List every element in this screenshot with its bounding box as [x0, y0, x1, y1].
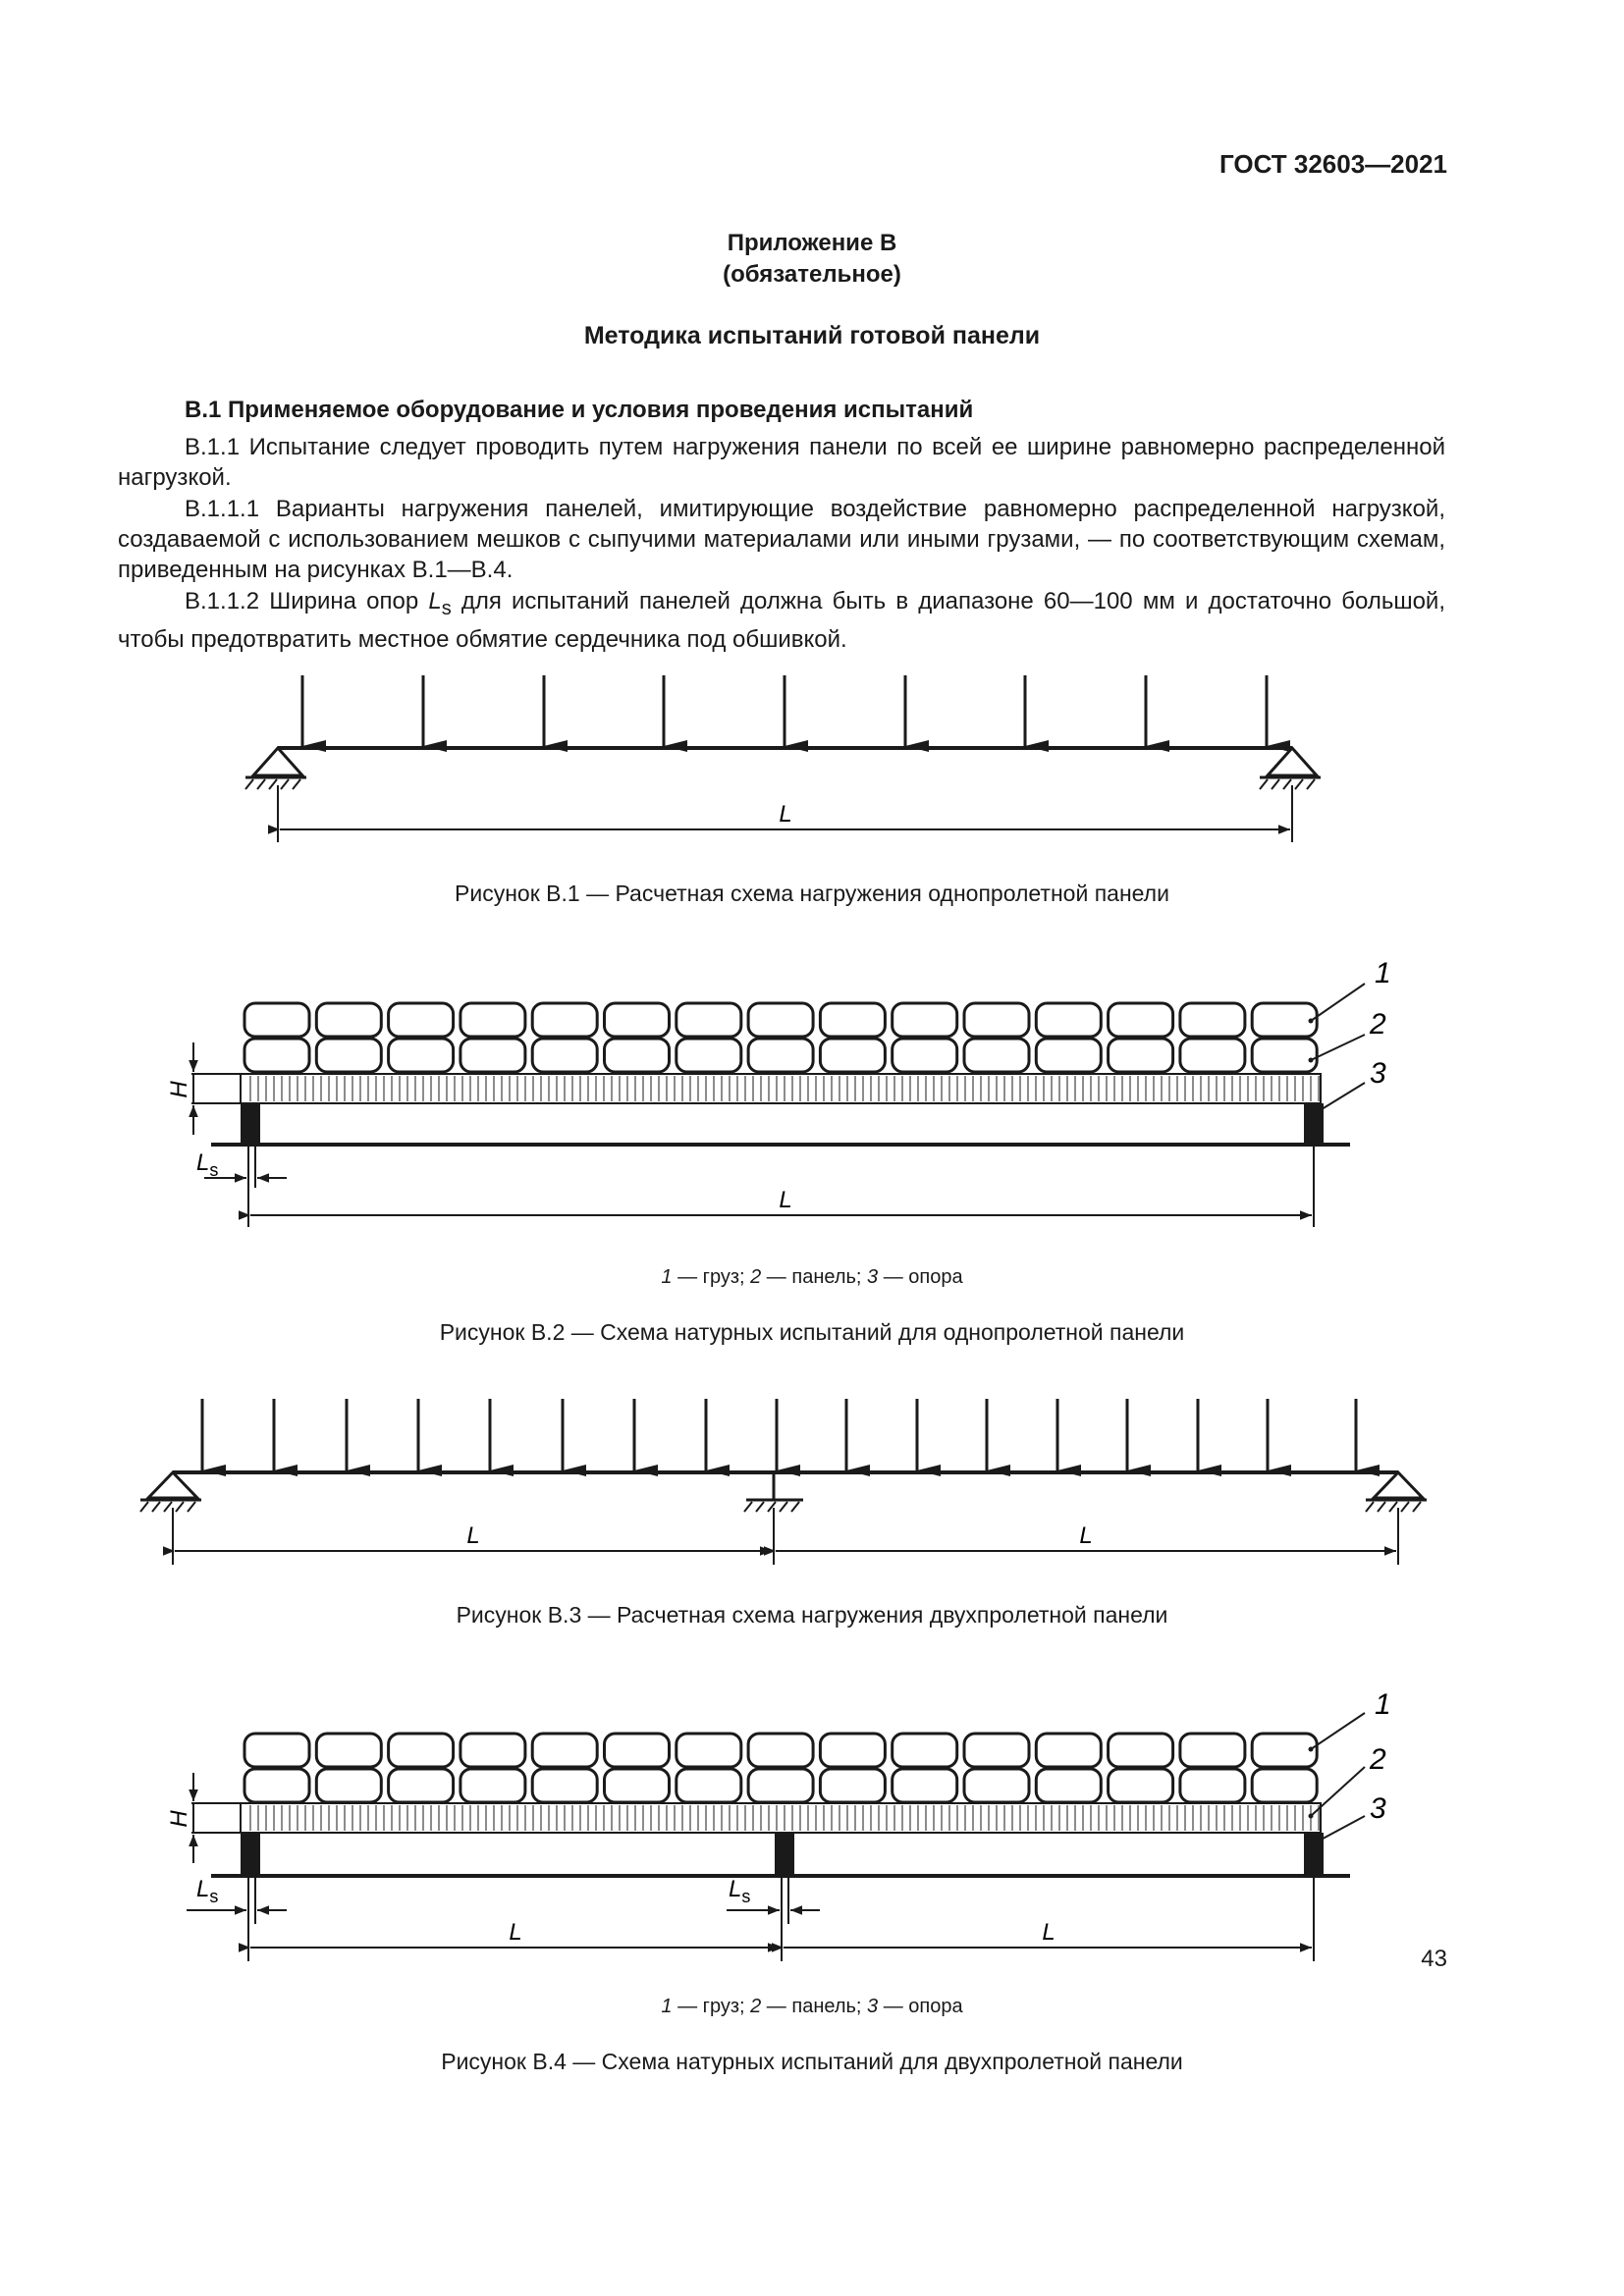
bag [893, 1769, 957, 1802]
bag [1036, 1003, 1101, 1037]
bag [748, 1039, 813, 1072]
height-label: H [166, 1081, 192, 1098]
bag [748, 1734, 813, 1767]
span-dimensions [173, 1508, 1398, 1565]
bag [677, 1003, 741, 1037]
left-support-block [241, 1833, 260, 1876]
bag [964, 1003, 1029, 1037]
section-heading: В.1 Применяемое оборудование и условия проведения испытаний [185, 397, 974, 423]
bag [389, 1039, 454, 1072]
bag [316, 1769, 381, 1802]
span-label-right: L [1042, 1919, 1056, 1946]
span-label-left: L [466, 1522, 480, 1549]
load-bags [244, 1003, 1317, 1072]
bag [893, 1003, 957, 1037]
span-label-left: L [509, 1919, 522, 1946]
figure-b1 [0, 667, 1624, 864]
figure-b4-legend: 1 — груз; 2 — панель; 3 — опора [661, 1996, 963, 2017]
bag [605, 1039, 670, 1072]
left-support-icon [245, 748, 306, 789]
figure-b2-caption: Рисунок В.2 — Схема натурных испытаний для однопролетной панели [439, 1319, 1185, 1345]
bag [389, 1003, 454, 1037]
right-support-icon [1260, 748, 1321, 789]
span-label-right: L [1079, 1522, 1093, 1549]
bag [1252, 1734, 1317, 1767]
callout-2: 2 [1370, 1008, 1386, 1041]
bag [893, 1734, 957, 1767]
panel [241, 1074, 1321, 1103]
page-number: 43 [1421, 1946, 1447, 1972]
bag [1109, 1039, 1173, 1072]
bag [1109, 1003, 1173, 1037]
bag [460, 1003, 525, 1037]
load-bags [244, 1734, 1317, 1802]
bag [893, 1039, 957, 1072]
bag [820, 1734, 885, 1767]
bag [605, 1769, 670, 1802]
figure-b2-legend: 1 — груз; 2 — панель; 3 — опора [661, 1266, 963, 1288]
bag [1180, 1734, 1245, 1767]
load-arrows [302, 675, 1267, 746]
bag [316, 1734, 381, 1767]
callout-1: 1 [1375, 957, 1391, 989]
bag [1109, 1769, 1173, 1802]
figure-b1-caption: Рисунок В.1 — Расчетная схема нагружения однопролетной панели [455, 881, 1169, 906]
support-width-label: $L_s$ [196, 1149, 219, 1180]
callout-3: 3 [1370, 1792, 1386, 1825]
bag [1036, 1769, 1101, 1802]
bag [677, 1734, 741, 1767]
bag [532, 1734, 597, 1767]
paragraph-3: В.1.1.2 Ширина опор $L_s$ для испытаний панелей должна быть в диапазоне 60—100 мм и достаточно большой, чтобы предотвратить местное обмятие сердечника под обшивкой. [118, 588, 1445, 653]
bag [460, 1734, 525, 1767]
annex-status: (обязательное) [723, 261, 901, 288]
bag [1252, 1769, 1317, 1802]
span-label: L [779, 1187, 792, 1213]
bag [748, 1003, 813, 1037]
bag [820, 1769, 885, 1802]
bag [677, 1039, 741, 1072]
bag [1109, 1734, 1173, 1767]
bag [244, 1003, 309, 1037]
bag [1180, 1003, 1245, 1037]
bag [532, 1769, 597, 1802]
annex-title: Приложение В [727, 230, 897, 256]
middle-support-icon [744, 1472, 803, 1512]
bag [964, 1734, 1029, 1767]
left-support-block [241, 1103, 260, 1145]
left-support-icon [140, 1472, 201, 1512]
bag [748, 1769, 813, 1802]
bag [316, 1039, 381, 1072]
bag [244, 1769, 309, 1802]
bag [1180, 1769, 1245, 1802]
bag [964, 1769, 1029, 1802]
page-title: Методика испытаний готовой панели [583, 322, 1041, 349]
figure-b3 [0, 1384, 1624, 1580]
bag [460, 1039, 525, 1072]
bag [532, 1039, 597, 1072]
callout-2: 2 [1370, 1743, 1386, 1776]
right-support-icon [1366, 1472, 1427, 1512]
bag [460, 1769, 525, 1802]
bag [605, 1734, 670, 1767]
bag [677, 1769, 741, 1802]
support-width-label-left: $L_s$ [196, 1876, 219, 1906]
span-label: L [779, 801, 792, 828]
figure-b3-caption: Рисунок В.3 — Расчетная схема нагружения двухпролетной панели [456, 1602, 1168, 1628]
bag [1180, 1039, 1245, 1072]
panel [241, 1803, 1321, 1833]
height-label: H [166, 1810, 192, 1828]
figure-b4-caption: Рисунок В.4 — Схема натурных испытаний для двухпролетной панели [441, 2049, 1183, 2074]
bag [1036, 1734, 1101, 1767]
figure-b4 [0, 1679, 1624, 1983]
bag [964, 1039, 1029, 1072]
bag [1036, 1039, 1101, 1072]
bag [389, 1734, 454, 1767]
middle-support-block [775, 1833, 794, 1876]
bag [1252, 1003, 1317, 1037]
bag [1252, 1039, 1317, 1072]
paragraph-1: В.1.1 Испытание следует проводить путем нагружения панели по всей ее ширине равномерно распределенной нагрузкой. [118, 434, 1445, 491]
callout-3: 3 [1370, 1057, 1386, 1090]
document-code: ГОСТ 32603—2021 [1219, 149, 1447, 179]
paragraph-2: В.1.1.1 Варианты нагружения панелей, имитирующие воздействие равномерно распределенной нагрузкой, создаваемой с использованием мешков с сыпучими материалами или иными грузами, — по соответствующим схемам, приведенным на рисунках В.1—В.4. [118, 496, 1445, 583]
bag [316, 1003, 381, 1037]
bag [532, 1003, 597, 1037]
bag [820, 1003, 885, 1037]
bag [244, 1734, 309, 1767]
bag [244, 1039, 309, 1072]
bag [605, 1003, 670, 1037]
bag [820, 1039, 885, 1072]
callout-1: 1 [1375, 1688, 1391, 1721]
support-width-label-middle: $L_s$ [729, 1876, 751, 1906]
bag [389, 1769, 454, 1802]
figure-b2 [0, 952, 1624, 1247]
load-arrows [202, 1399, 1356, 1470]
